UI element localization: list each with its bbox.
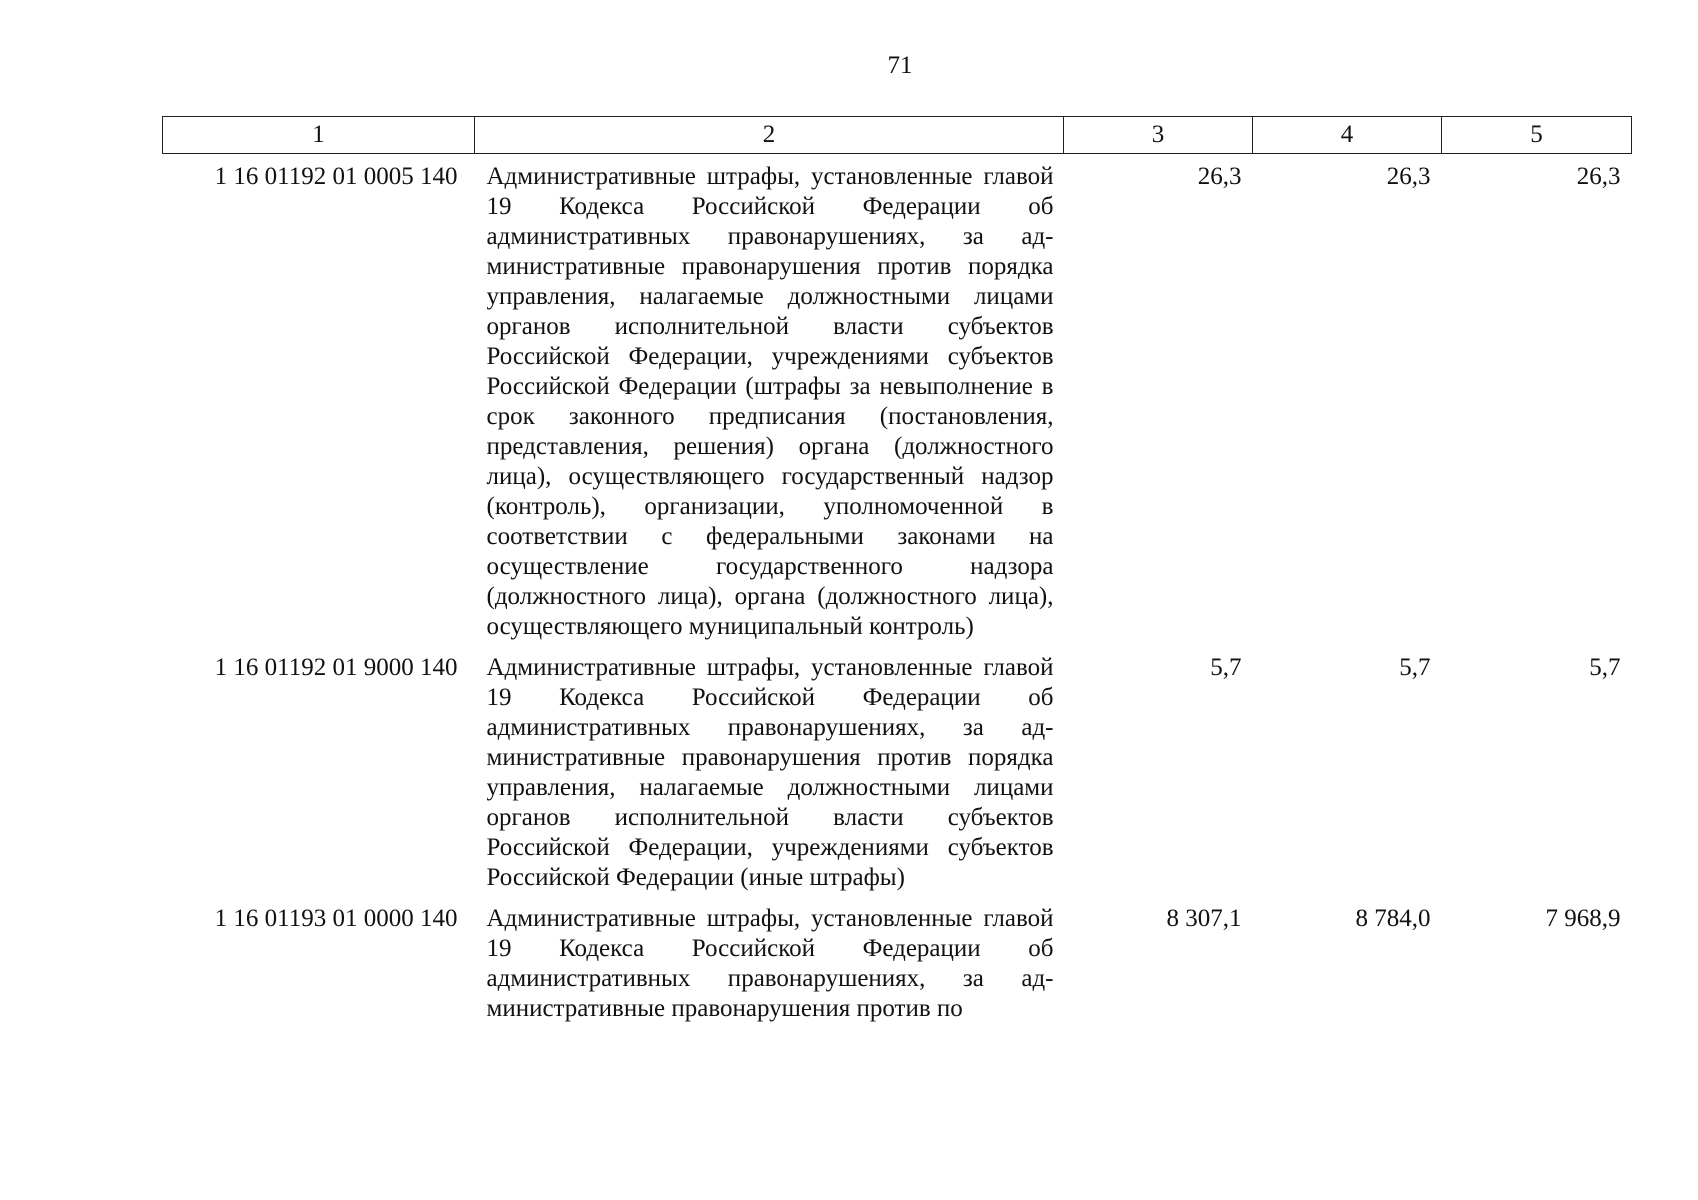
value-col5: 7 968,9 bbox=[1545, 905, 1621, 932]
value-col3: 26,3 bbox=[1197, 163, 1242, 190]
value-col4: 5,7 bbox=[1399, 654, 1431, 681]
value-col5: 5,7 bbox=[1589, 654, 1621, 681]
value-col4: 26,3 bbox=[1386, 163, 1431, 190]
description: Административные штрафы, установленные главой 19 Кодекса Российской Федерации об административных правонарушениях, за административные правонарушения против по bbox=[486, 905, 1054, 1022]
value-col3: 5,7 bbox=[1210, 654, 1242, 681]
header-row bbox=[163, 117, 1632, 154]
description: Административные штрафы, установленные главой 19 Кодекса Российской Федерации об административных правонарушениях, за административные правонарушения против порядка управления, налагаемые должностными лицами органов исполнительной власти субъектов Российской Федерации, учреждениями субъектов Российской Федерации (штрафы за невыполнение в срок законного предписания (постановления, представления, решения) органа (должностного лица), осуществляющего государственный надзор (контроль), организации, уполномоченной в соответствии с федеральными законами на осуществление государственного надзора (должностного лица), органа (должностного лица), осуществляющего муниципальный контроль) bbox=[486, 163, 1054, 640]
budget-code: 1 16 01193 01 0000 140 bbox=[214, 905, 458, 932]
table-row bbox=[163, 154, 1632, 646]
column-header-5: 5 bbox=[1442, 117, 1632, 154]
column-header-4: 4 bbox=[1253, 117, 1442, 154]
value-col5: 26,3 bbox=[1576, 163, 1621, 190]
table-row bbox=[163, 645, 1632, 896]
column-header-2: 2 bbox=[475, 117, 1064, 154]
budget-code: 1 16 01192 01 9000 140 bbox=[214, 654, 458, 681]
value-col4: 8 784,0 bbox=[1355, 905, 1431, 932]
table-row bbox=[163, 896, 1632, 1027]
page-number: 71 bbox=[887, 52, 913, 79]
column-header-1: 1 bbox=[163, 117, 475, 154]
budget-code: 1 16 01192 01 0005 140 bbox=[214, 163, 458, 190]
budget-table bbox=[162, 116, 1632, 1027]
value-col3: 8 307,1 bbox=[1166, 905, 1242, 932]
description: Административные штрафы, установленные главой 19 Кодекса Российской Федерации об административных правонарушениях, за административные правонарушения против порядка управления, налагаемые должностными лицами органов исполнительной власти субъектов Российской Федерации, учреждениями субъектов Российской Федерации (иные штрафы) bbox=[486, 654, 1054, 891]
column-header-3: 3 bbox=[1064, 117, 1253, 154]
